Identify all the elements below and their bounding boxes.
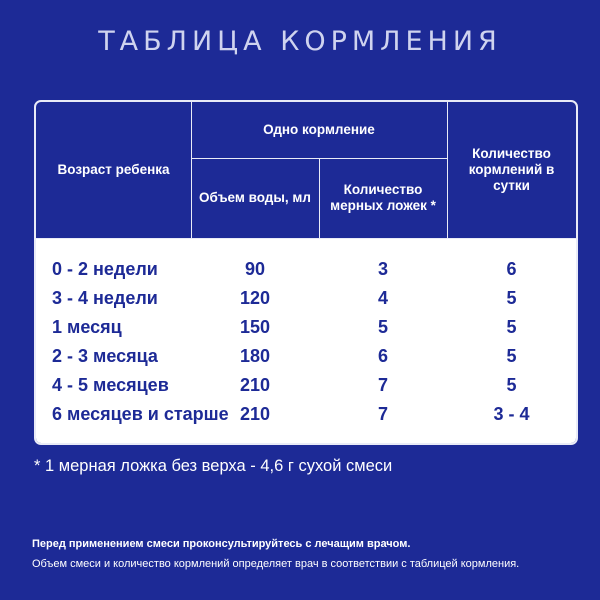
cell-feedings: 5 bbox=[506, 375, 517, 395]
cell-spoons: 3 bbox=[377, 259, 388, 279]
cell-feedings: 5 bbox=[506, 317, 517, 337]
header-age: Возраст ребенка bbox=[57, 162, 170, 177]
cell-spoons: 4 bbox=[377, 288, 388, 308]
cell-feedings: 3 - 4 bbox=[493, 404, 530, 424]
divider bbox=[191, 102, 192, 238]
cell-volume: 150 bbox=[239, 317, 271, 337]
page-title: ТАБЛИЦА КОРМЛЕНИЯ bbox=[98, 26, 502, 57]
cell-age: 1 месяц bbox=[52, 317, 122, 337]
cell-volume: 210 bbox=[239, 375, 271, 395]
cell-spoons: 6 bbox=[377, 346, 388, 366]
cell-volume: 210 bbox=[239, 404, 271, 424]
doctor-note: Объем смеси и количество кормлений определяет врач в соответствии с таблицей кормления. bbox=[32, 558, 520, 570]
header-water-volume: Объем воды, мл bbox=[199, 190, 311, 205]
cell-age: 3 - 4 недели bbox=[52, 288, 158, 308]
table-row bbox=[36, 284, 576, 313]
spoon-footnote: * 1 мерная ложка без верха - 4,6 г сухой смеси bbox=[34, 457, 393, 475]
feeding-table bbox=[34, 100, 578, 445]
table-header bbox=[36, 102, 576, 238]
cell-feedings: 5 bbox=[506, 288, 517, 308]
divider bbox=[447, 102, 448, 238]
cell-volume: 90 bbox=[244, 259, 266, 279]
cell-volume: 180 bbox=[239, 346, 271, 366]
table-row bbox=[36, 313, 576, 342]
cell-feedings: 5 bbox=[506, 346, 517, 366]
consult-note: Перед применением смеси проконсультируйтесь с лечащим врачом. bbox=[32, 538, 411, 550]
table-body bbox=[36, 239, 576, 443]
cell-age: 0 - 2 недели bbox=[52, 259, 158, 279]
divider bbox=[191, 158, 447, 159]
table-row bbox=[36, 400, 576, 429]
cell-spoons: 7 bbox=[377, 375, 388, 395]
header-feedings-per-day: Количество кормлений в сутки bbox=[468, 146, 555, 193]
header-spoons: Количество мерных ложек * bbox=[330, 182, 436, 213]
cell-spoons: 7 bbox=[377, 404, 388, 424]
cell-feedings: 6 bbox=[506, 259, 517, 279]
cell-volume: 120 bbox=[239, 288, 271, 308]
divider bbox=[319, 158, 320, 238]
table-row bbox=[36, 371, 576, 400]
table-row bbox=[36, 342, 576, 371]
cell-age: 2 - 3 месяца bbox=[52, 346, 158, 366]
table-row bbox=[36, 255, 576, 284]
header-one-feeding: Одно кормление bbox=[263, 122, 375, 137]
cell-age: 6 месяцев и старше bbox=[52, 404, 229, 424]
cell-spoons: 5 bbox=[377, 317, 388, 337]
cell-age: 4 - 5 месяцев bbox=[52, 375, 169, 395]
